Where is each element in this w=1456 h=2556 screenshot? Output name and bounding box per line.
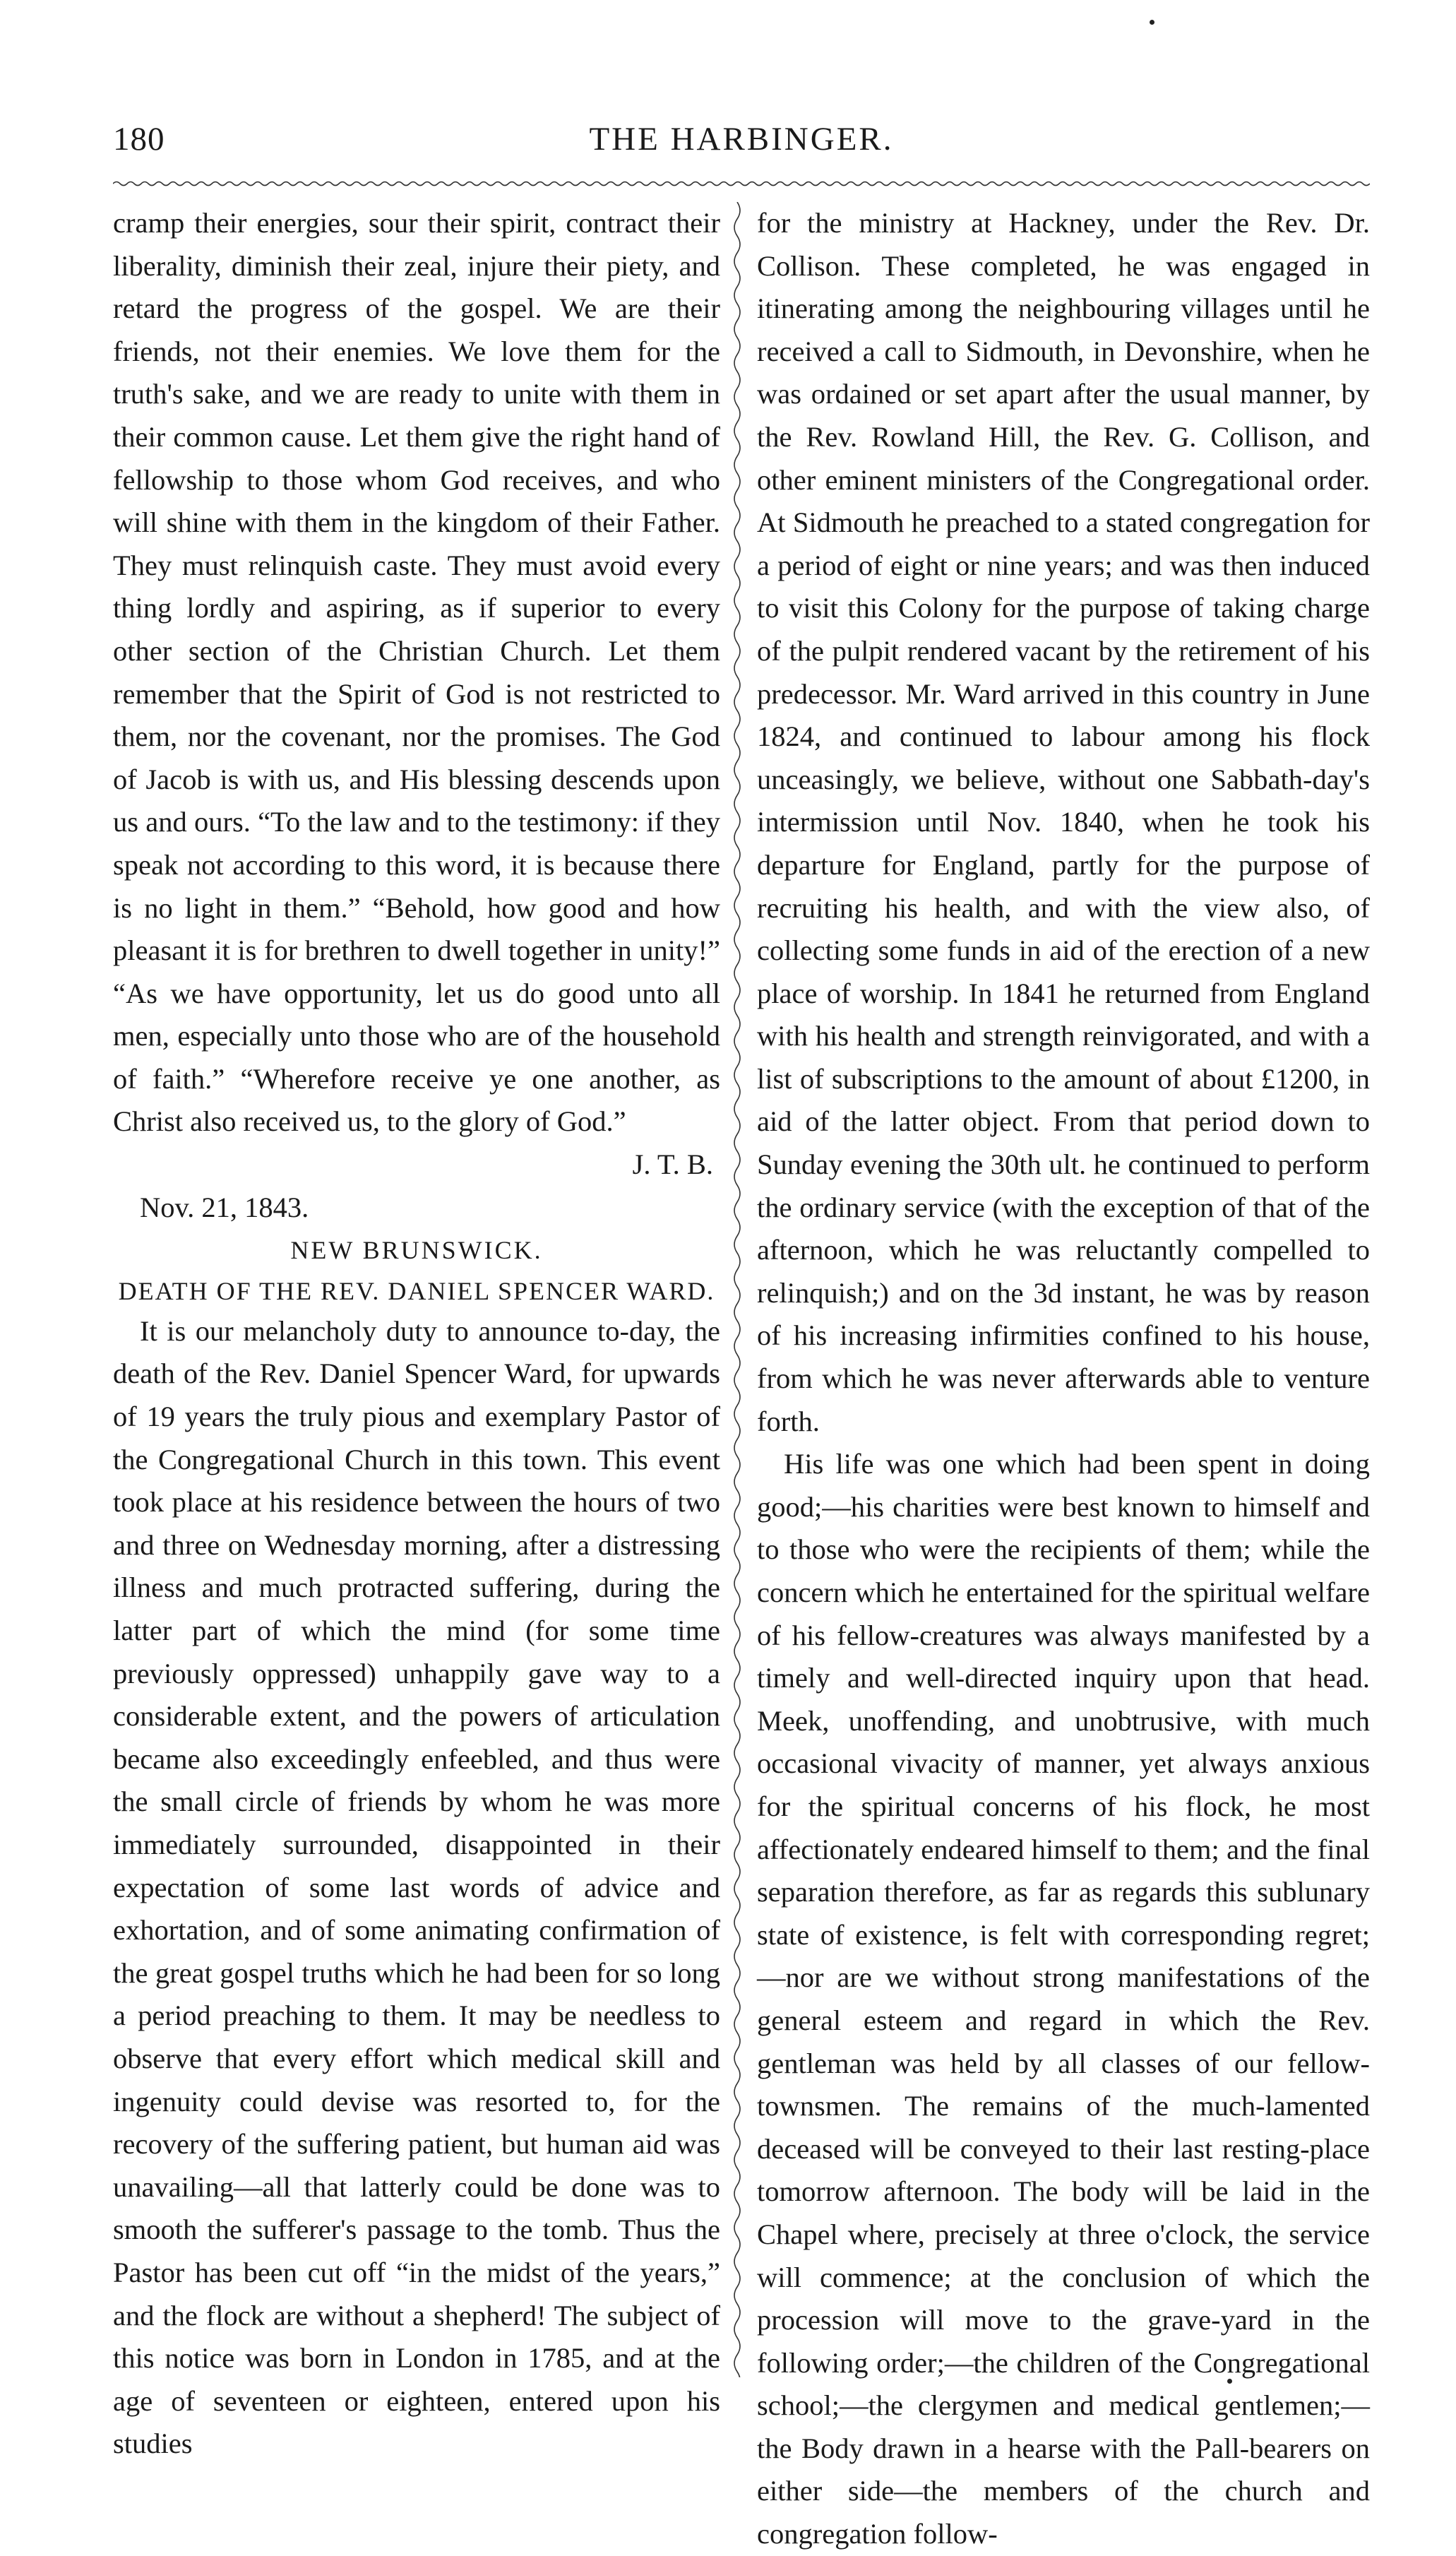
body-paragraph: for the ministry at Hackney, under the Rev. Dr. Collison. These completed, he was engaged in itinerating among the neighbouring villages until he received a call to Sidmouth, in Devonshire, when he was ordained or set apart after the usual manner, by the Rev. Rowland Hill, the Rev. G. Collison, and other eminent ministers of the Congregational order. At Sidmouth he preached to a stated congregation for a period of eight or nine years; and was then induced to visit this Colony for the purpose of taking charge of the pulpit rendered vacant by the retirement of his predecessor. Mr. Ward arrived in this country in June 1824, and continued to labour among his flock unceasingly, we believe, without one Sabbath-day's intermission until Nov. 1840, when he took his departure for England, partly for the purpose of recruiting his health, and with the view also, of collecting some funds in aid of the erection of a new place of worship. In 1841 he returned from England with his health and strength reinvigorated, and with a list of subscriptions to the amount of about £1200, in aid of the latter object. From that period down to Sunday evening the 30th ult. he continued to perform the ordinary service (with the exception of that of the afternoon, which he was reluctantly compelled to relinquish;) and on the 3d instant, he was by reason of his increasing infirmities confined to his house, from which he was never afterwards able to venture forth. bbox=[757, 207, 1370, 1437]
section-heading: NEW BRUNSWICK. bbox=[290, 1236, 543, 1265]
journal-title: THE HARBINGER. bbox=[589, 121, 894, 157]
running-head bbox=[113, 120, 1370, 170]
wavy-header-rule bbox=[113, 180, 1370, 187]
article-title: DEATH OF THE REV. DANIEL SPENCER WARD. bbox=[118, 1276, 715, 1305]
body-paragraph: cramp their energies, sour their spirit, contract their liberality, diminish their zeal, injure their piety, and retard the progress of the gospel. We are their friends, not their enemies. We love them for the truth's sake, and we are ready to unite with them in their common cause. Let them give the right hand of fellowship to those whom God receives, and who will shine with them in the kingdom of their Father. They must relinquish caste. They must avoid every thing lordly and aspiring, as if superior to every other section of the Christian Church. Let them remember that the Spirit of God is not restricted to them, nor the covenant, nor the promises. The God of Jacob is with us, and His blessing descends upon us and ours. “To the law and to the testimony: if they speak not according to this word, it is because there is no light in them.” “Behold, how good and how pleasant it is for brethren to dwell together in unity!” “As we have opportunity, let us do good unto all men, especially unto those who are of the household of faith.” “Wherefore receive ye one another, as Christ also received us, to the glory of God.” bbox=[113, 207, 720, 1138]
page-number: 180 bbox=[113, 121, 165, 157]
body-paragraph: His life was one which had been spent in doing good;—his charities were best known to himself and to those who were the recipients of them; while the concern which he entertained for the spiritual welfare of his fellow-creatures was always manifested by a timely and well-directed inquiry upon that head. Meek, unoffending, and unobtrusive, with much occasional vivacity of manner, yet always anxious for the spiritual concerns of his flock, he most affectionately endeared himself to them; and the final separation therefore, as far as regards this sublunary state of existence, is felt with corresponding regret;—nor are we without strong manifestations of the general esteem and regard in which the Rev. gentleman was held by all classes of our fellow-townsmen. The remains of the much-lamented deceased will be conveyed to their last resting-place tomorrow afternoon. The body will be laid in the Chapel where, precisely at three o'clock, the service will commence; at the conclusion of which the procession will move to the grave-yard in the following order;—the children of the Congregational school;—the clergymen and medical gentlemen;—the Body drawn in a hearse with the Pall-bearers on either side—the members of the church and congregation follow- bbox=[757, 1448, 1370, 2550]
right-column bbox=[757, 202, 1370, 2556]
left-column bbox=[113, 202, 720, 2466]
ink-speck bbox=[1227, 2379, 1232, 2384]
wavy-column-divider bbox=[727, 202, 747, 2377]
author-signature: J. T. B. bbox=[632, 1148, 713, 1181]
ink-speck bbox=[1150, 20, 1154, 25]
body-paragraph: It is our melancholy duty to announce to-day, the death of the Rev. Daniel Spencer Ward, for upwards of 19 years the truly pious and exemplary Pastor of the Congregational Church in this town. This event took place at his residence between the hours of two and three on Wednesday morning, after a distressing illness and much protracted suffering, during the latter part of which the mind (for some time previously oppressed) unhappily gave way to a considerable extent, and the powers of articulation became also exceedingly enfeebled, and thus were the small circle of friends by whom he was more immediately surrounded, disappointed in their expectation of some last words of advice and exhortation, and of some animating confirmation of the great gospel truths which he had been for so long a period preaching to them. It may be needless to observe that every effort which medical skill and ingenuity could devise was resorted to, for the recovery of the suffering patient, but human aid was unavailing—all that latterly could be done was to smooth the sufferer's passage to the tomb. Thus the Pastor has been cut off “in the midst of the years,” and the flock are without a shepherd! The subject of this notice was born in London in 1785, and at the age of seventeen or eighteen, entered upon his studies bbox=[113, 1314, 720, 2460]
dateline: Nov. 21, 1843. bbox=[140, 1191, 309, 1223]
